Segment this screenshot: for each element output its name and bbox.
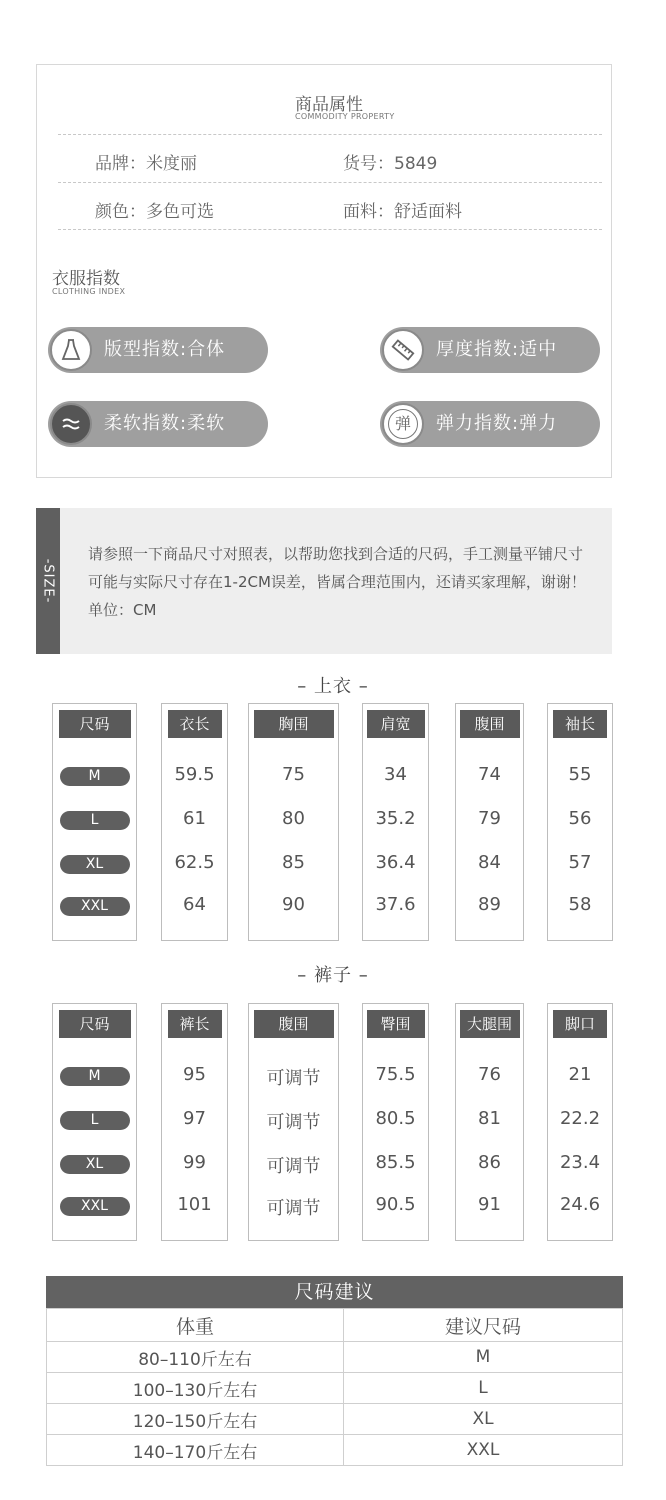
size-value: 21 <box>568 1064 592 1085</box>
size-label: L <box>60 1111 130 1130</box>
divider <box>58 182 602 183</box>
weight-cell: 80–110斤左右 <box>47 1342 344 1373</box>
size-cell: XL <box>344 1404 623 1435</box>
size-value: 85 <box>282 852 305 873</box>
size-cell: L <box>344 1373 623 1404</box>
size-label: M <box>60 1067 130 1086</box>
size-value: 95 <box>183 1064 206 1085</box>
index-pill-thickness <box>380 327 600 373</box>
column-header: 裤长 <box>168 1010 222 1038</box>
size-column <box>248 1003 339 1241</box>
size-value: 75.5 <box>375 1064 416 1085</box>
size-value: 34 <box>384 764 407 785</box>
divider <box>58 229 602 230</box>
size-column <box>161 1003 228 1241</box>
size-label: XL <box>60 855 130 874</box>
size-column <box>455 703 524 941</box>
recommendation-table <box>46 1308 623 1466</box>
size-value: 可调节 <box>266 1068 321 1089</box>
divider <box>58 134 602 135</box>
size-value: 可调节 <box>266 1198 321 1219</box>
size-value: 62.5 <box>174 852 215 873</box>
size-value: 22.2 <box>559 1108 601 1129</box>
index-label: 弹力指数:弹力 <box>436 413 558 434</box>
size-value: 79 <box>478 808 501 829</box>
size-value: 99 <box>183 1152 206 1173</box>
size-tab: -SIZE- <box>36 508 60 654</box>
weight-cell: 120–150斤左右 <box>47 1404 344 1435</box>
size-value: 97 <box>183 1108 206 1129</box>
column-header: 脚口 <box>553 1010 607 1038</box>
size-value: 74 <box>478 764 501 785</box>
index-pill-elasticity <box>380 401 600 447</box>
size-value: 101 <box>177 1194 212 1215</box>
size-note-text: 请参照一下商品尺寸对照表，以帮助您找到合适的尺码，手工测量平铺尺寸可能与实际尺寸存在1-2CM误差，皆属合理范围内，还请买家理解，谢谢！单位：CM <box>88 545 586 619</box>
size-label: L <box>60 811 130 830</box>
size-column <box>161 703 228 941</box>
size-value: 可调节 <box>266 1156 321 1177</box>
index-pill-softness <box>48 401 268 447</box>
size-value: 37.6 <box>375 894 416 915</box>
property-title: 商品属性 <box>295 95 363 115</box>
size-column <box>52 1003 137 1241</box>
size-value: 可调节 <box>266 1112 321 1133</box>
index-label: 厚度指数:适中 <box>436 339 558 360</box>
size-value: 23.4 <box>559 1152 601 1173</box>
index-label: 柔软指数:柔软 <box>104 413 226 434</box>
size-recommendation <box>46 1276 623 1466</box>
size-label: XL <box>60 1155 130 1174</box>
clothing-index-subtitle: CLOTHING INDEX <box>52 287 126 296</box>
elastic-icon: 弹 <box>382 403 424 445</box>
ruler-icon <box>382 329 424 371</box>
size-header: 建议尺码 <box>344 1309 623 1342</box>
size-value: 81 <box>478 1108 501 1129</box>
size-value: 57 <box>568 852 592 873</box>
size-value: 80.5 <box>375 1108 416 1129</box>
weight-cell: 100–130斤左右 <box>47 1373 344 1404</box>
size-column <box>455 1003 524 1241</box>
size-column <box>52 703 137 941</box>
size-value: 90 <box>282 894 305 915</box>
size-value: 89 <box>478 894 501 915</box>
index-label: 版型指数:合体 <box>104 339 226 360</box>
column-header: 尺码 <box>59 1010 131 1038</box>
size-value: 58 <box>568 894 592 915</box>
size-value: 86 <box>478 1152 501 1173</box>
column-header: 衣长 <box>168 710 222 738</box>
size-value: 84 <box>478 852 501 873</box>
size-column <box>362 703 429 941</box>
size-cell: XXL <box>344 1435 623 1466</box>
wave-icon <box>50 403 92 445</box>
size-value: 55 <box>568 764 592 785</box>
column-header: 肩宽 <box>367 710 425 738</box>
column-header: 臀围 <box>367 1010 425 1038</box>
size-value: 85.5 <box>375 1152 416 1173</box>
color-text: 颜色：多色可选 <box>95 202 214 222</box>
size-column <box>547 703 613 941</box>
column-header: 腹围 <box>254 1010 334 1038</box>
size-label: M <box>60 767 130 786</box>
size-value: 59.5 <box>174 764 215 785</box>
column-header: 袖长 <box>553 710 607 738</box>
size-value: 91 <box>478 1194 501 1215</box>
size-column <box>547 1003 613 1241</box>
index-pill-fit <box>48 327 268 373</box>
size-column <box>362 1003 429 1241</box>
size-label: XXL <box>60 897 130 916</box>
size-value: 90.5 <box>375 1194 416 1215</box>
column-header: 尺码 <box>59 710 131 738</box>
size-value: 24.6 <box>559 1194 601 1215</box>
size-value: 75 <box>282 764 305 785</box>
item-number-text: 货号：5849 <box>343 154 438 174</box>
dress-icon <box>50 329 92 371</box>
size-value: 80 <box>282 808 305 829</box>
recommendation-title: 尺码建议 <box>46 1276 623 1308</box>
size-value: 64 <box>183 894 206 915</box>
weight-cell: 140–170斤左右 <box>47 1435 344 1466</box>
size-column <box>248 703 339 941</box>
size-value: 76 <box>478 1064 501 1085</box>
column-header: 腹围 <box>460 710 520 738</box>
property-subtitle: COMMODITY PROPERTY <box>295 112 395 121</box>
pants-table-title: – 裤子 – <box>297 965 369 986</box>
size-cell: M <box>344 1342 623 1373</box>
weight-header: 体重 <box>47 1309 344 1342</box>
size-value: 61 <box>183 808 206 829</box>
size-label: XXL <box>60 1197 130 1216</box>
column-header: 大腿围 <box>460 1010 520 1038</box>
size-value: 36.4 <box>375 852 416 873</box>
clothing-index-title: 衣服指数 <box>52 269 120 289</box>
top-table-title: – 上衣 – <box>297 676 369 697</box>
size-value: 56 <box>568 808 592 829</box>
brand-text: 品牌：米度丽 <box>95 154 197 174</box>
fabric-text: 面料：舒适面料 <box>343 202 462 222</box>
column-header: 胸围 <box>254 710 334 738</box>
size-value: 35.2 <box>375 808 416 829</box>
